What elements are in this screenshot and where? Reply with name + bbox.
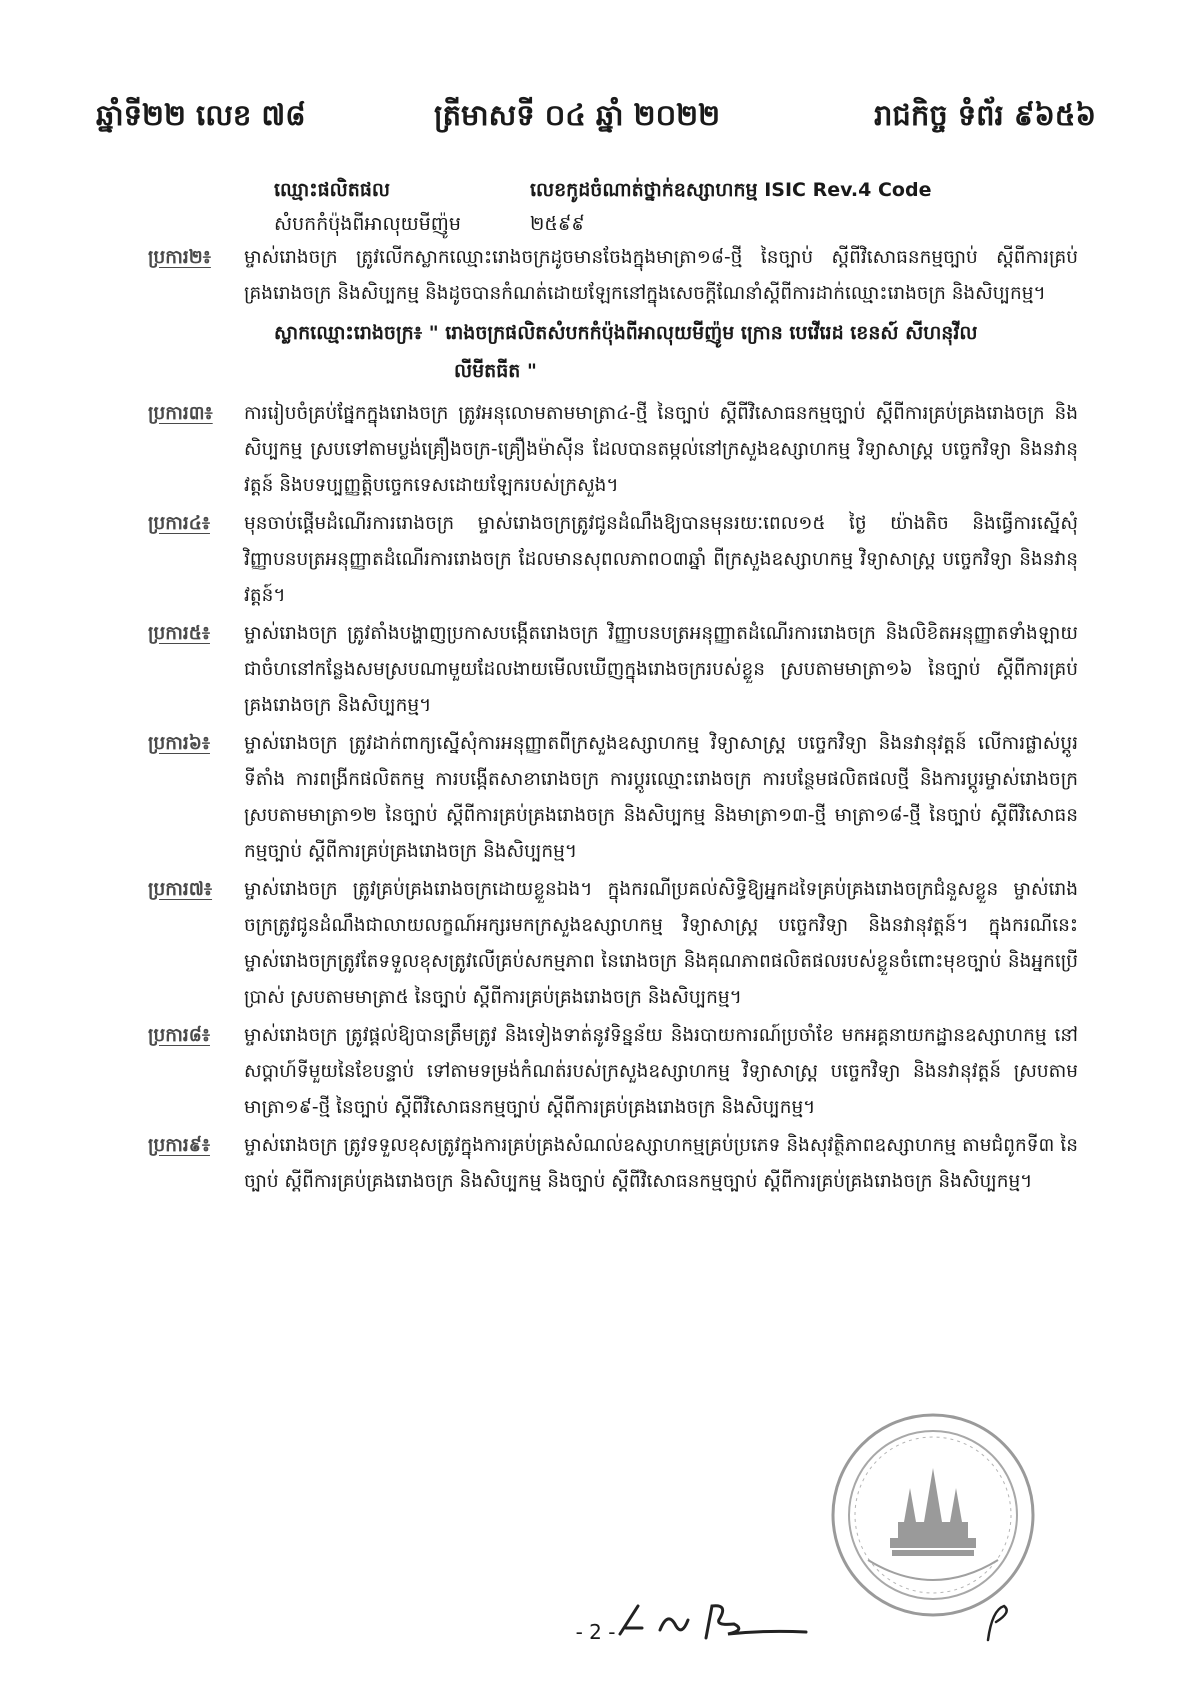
article-2 (148, 240, 1078, 312)
article-label: ប្រការ៧៖ (148, 879, 213, 900)
article-label: ប្រការ៦៖ (148, 733, 210, 754)
header-page: រាជកិច្ច ទំព័រ ៩៦៥៦ (874, 98, 1096, 132)
article-text: ម្ចាស់រោងចក្រ ត្រូវទទួលខុសត្រូវក្នុងការគ្រប់គ្រងសំណល់ឧស្សាហកម្មគ្រប់ប្រភេទ និងសុវត្ថិភាពឧស្សាហកម្ម តាមជំពូកទី៣ នៃច្បាប់ ស្តីពីការគ្រប់គ្រងរោងចក្រ និងសិប្បកម្ម និងច្បាប់ ស្តីពីវិសោធនកម្មច្បាប់ ស្តីពីការគ្រប់គ្រងរោងចក្រ និងសិប្បកម្ម។ (244, 1135, 1078, 1192)
header-issue: ឆ្នាំទី២២ លេខ ៧៨ (96, 98, 306, 132)
gazette-header (96, 98, 1096, 146)
article-text: ម្ចាស់រោងចក្រ ត្រូវផ្តល់ឱ្យបានត្រឹមត្រូវ និងទៀងទាត់នូវទិន្នន័យ និងរបាយការណ៍ប្រចាំខែ មកអគ្គនាយកដ្ឋានឧស្សាហកម្ម នៅសប្តាហ៍ទីមួយនៃខែបន្ទាប់ ទៅតាមទម្រង់កំណត់របស់ក្រសួងឧស្សាហកម្ម វិទ្យាសាស្ត្រ បច្ចេកវិទ្យា និងនវានុវត្តន៍ ស្របតាមមាត្រា១៩-ថ្មី នៃច្បាប់ ស្តីពីវិសោធនកម្មច្បាប់ ស្តីពីការគ្រប់គ្រងរោងចក្រ និងសិប្បកម្ម។ (244, 1025, 1078, 1118)
article-8 (148, 1018, 1078, 1126)
article-3 (148, 396, 1078, 504)
article-5 (148, 616, 1078, 724)
brand-name-continued: លីមីតធីត " (454, 360, 537, 382)
article-label: ប្រការ៨៖ (148, 1025, 210, 1046)
article-label: ប្រការ២៖ (148, 247, 211, 268)
article-label: ប្រការ៩៖ (148, 1135, 210, 1156)
article-7 (148, 872, 1078, 1016)
article-label: ប្រការ៣៖ (148, 403, 213, 424)
isic-code-value: ២៥៩៩ (530, 213, 585, 235)
factory-brand-name (148, 314, 1078, 390)
article-text: ការរៀបចំគ្រប់ផ្នែកក្នុងរោងចក្រ ត្រូវអនុលោមតាមមាត្រា៤-ថ្មី នៃច្បាប់ ស្តីពីវិសោធនកម្មច្បាប់ ស្តីពីការគ្រប់គ្រងរោងចក្រ និងសិប្បកម្ម ស្របទៅតាមប្លង់គ្រឿងចក្រ-គ្រឿងម៉ាស៊ីន ដែលបានតម្កល់នៅក្រសួងឧស្សាហកម្ម វិទ្យាសាស្ត្រ បច្ចេកវិទ្យា និងនវានុវត្តន៍ និងបទប្បញ្ញត្តិបច្ចេកទេសដោយឡែករបស់ក្រសួង។ (244, 403, 1078, 496)
article-6 (148, 726, 1078, 870)
product-name-value: សំបកកំប៉ុងពីអាលុយមីញ៉ូម (274, 213, 461, 235)
isic-code-header: លេខកូដចំណាត់ថ្នាក់ឧស្សាហកម្ម ISIC Rev.4 Code (530, 179, 932, 201)
article-text: ម្ចាស់រោងចក្រ ត្រូវលើកស្លាកឈ្មោះរោងចក្រដូចមានចែងក្នុងមាត្រា១៨-ថ្មី នៃច្បាប់ ស្តីពីវិសោធនកម្មច្បាប់ ស្តីពីការគ្រប់គ្រងរោងចក្រ និងសិប្បកម្ម និងដូចបានកំណត់ដោយឡែកនៅក្នុងសេចក្តីណែនាំស្តីពីការដាក់ឈ្មោះរោងចក្រ និងសិប្បកម្ម។ (244, 247, 1078, 304)
article-text: ម្ចាស់រោងចក្រ ត្រូវតាំងបង្ហាញប្រកាសបង្កើតរោងចក្រ វិញ្ញាបនបត្រអនុញ្ញាតដំណើរការរោងចក្រ និងលិខិតអនុញ្ញាតទាំងឡាយ ជាចំហនៅកន្លែងសមស្របណាមួយដែលងាយមើលឃើញក្នុងរោងចក្ររបស់ខ្លួន ស្របតាមមាត្រា១៦ នៃច្បាប់ ស្តីពីការគ្រប់គ្រងរោងចក្រ និងសិប្បកម្ម។ (244, 623, 1078, 716)
brand-name: " រោងចក្រផលិតសំបកកំប៉ុងពីអាលុយមីញ៉ូម ក្រោន បេវើរេដ ខេនស៍ សីហនុវីល (428, 322, 978, 344)
article-text: ម្ចាស់រោងចក្រ ត្រូវដាក់ពាក្យស្នើសុំការអនុញ្ញាតពីក្រសួងឧស្សាហកម្ម វិទ្យាសាស្ត្រ បច្ចេកវិទ្យា និងនវានុវត្តន៍ លើការផ្លាស់ប្តូរទីតាំង ការពង្រីកផលិតកម្ម ការបង្កើតសាខារោងចក្រ ការប្តូរឈ្មោះរោងចក្រ ការបន្ថែមផលិតផលថ្មី និងការប្តូរម្ចាស់រោងចក្រ ស្របតាមមាត្រា១២ នៃច្បាប់ ស្តីពីការគ្រប់គ្រងរោងចក្រ និងសិប្បកម្ម និងមាត្រា១៣-ថ្មី មាត្រា១៨-ថ្មី នៃច្បាប់ ស្តីពីវិសោធនកម្មច្បាប់ ស្តីពីការគ្រប់គ្រងរោងចក្រ និងសិប្បកម្ម។ (244, 733, 1078, 862)
article-label: ប្រការ៤៖ (148, 513, 210, 534)
articles-list (148, 240, 1078, 1202)
article-text: ម្ចាស់រោងចក្រ ត្រូវគ្រប់គ្រងរោងចក្រដោយខ្លួនឯង។ ក្នុងករណីប្រគល់សិទ្ធិឱ្យអ្នកដទៃគ្រប់គ្រងរោងចក្រជំនួសខ្លួន ម្ចាស់រោងចក្រត្រូវជូនដំណឹងជាលាយលក្ខណ៍អក្សរមកក្រសួងឧស្សាហកម្ម វិទ្យាសាស្ត្រ បច្ចេកវិទ្យា និងនវានុវត្តន៍។ ក្នុងករណីនេះ ម្ចាស់រោងចក្រត្រូវតែទទួលខុសត្រូវលើគ្រប់សកម្មភាព នៃរោងចក្រ និងគុណភាពផលិតផលរបស់ខ្លួនចំពោះមុខច្បាប់ និងអ្នកប្រើប្រាស់ ស្របតាមមាត្រា៥ នៃច្បាប់ ស្តីពីការគ្រប់គ្រងរោងចក្រ និងសិប្បកម្ម។ (244, 879, 1078, 1008)
product-table (274, 178, 1034, 246)
product-table-header (274, 178, 1034, 212)
product-name-header: ឈ្មោះផលិតផល (274, 179, 390, 201)
article-text: មុនចាប់ផ្តើមដំណើរការរោងចក្រ ម្ចាស់រោងចក្រត្រូវជូនដំណឹងឱ្យបានមុនរយៈពេល១៥ ថ្ងៃ យ៉ាងតិច និងធ្វើការស្នើសុំវិញ្ញាបនបត្រអនុញ្ញាតដំណើរការរោងចក្រ ដែលមានសុពលភាព០៣ឆ្នាំ ពីក្រសួងឧស្សាហកម្ម វិទ្យាសាស្ត្រ បច្ចេកវិទ្យា និងនវានុវត្តន៍។ (244, 513, 1078, 606)
header-quarter: ត្រីមាសទី ០៤ ឆ្នាំ ២០២២ (434, 98, 721, 132)
brand-label: ស្លាកឈ្មោះរោងចក្រ៖ (274, 322, 423, 344)
article-label: ប្រការ៥៖ (148, 623, 210, 644)
article-9 (148, 1128, 1078, 1200)
article-4 (148, 506, 1078, 614)
seal-icon (828, 1410, 1038, 1620)
page-number: - 2 - (575, 1620, 616, 1644)
